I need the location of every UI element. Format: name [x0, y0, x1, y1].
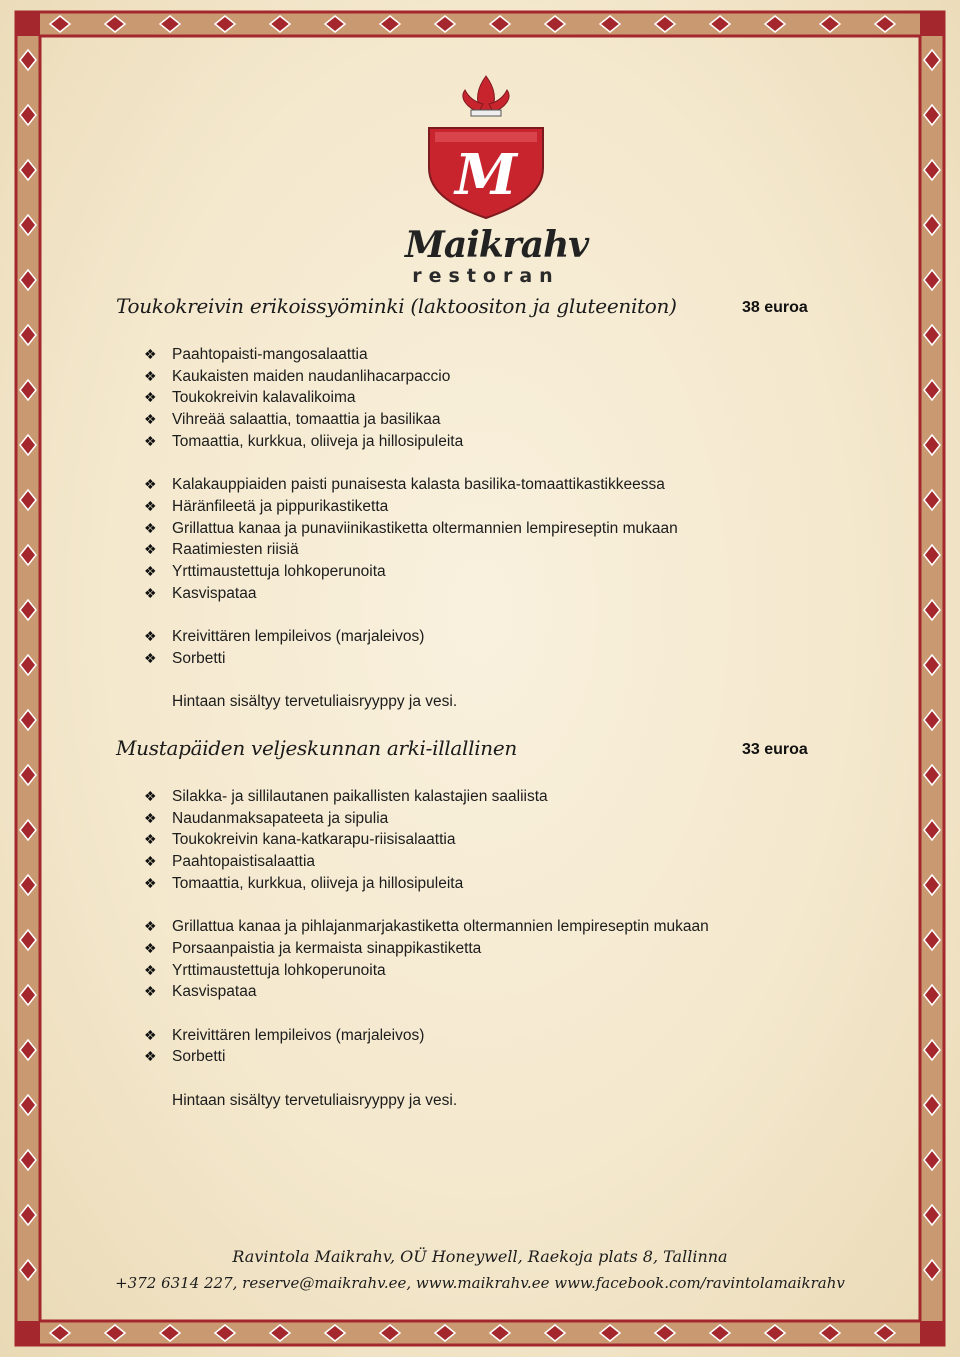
diamond-bullet-icon: ❖	[144, 563, 157, 579]
diamond-bullet-icon: ❖	[144, 788, 157, 804]
diamond-bullet-icon: ❖	[144, 1048, 157, 1065]
diamond-bullet-icon: ❖	[144, 497, 157, 514]
border-corner	[16, 12, 40, 36]
menu-item	[144, 1027, 424, 1045]
menu-item	[144, 498, 388, 516]
diamond-bullet-icon: ❖	[144, 367, 157, 384]
shield-emblem	[405, 72, 567, 222]
menu-item-label: Yrttimaustettuja lohkoperunoita	[172, 563, 386, 580]
menu-item-label: Kreivittären lempileivos (marjaleivos)	[172, 628, 425, 646]
menu-item-label: Tomaattia, kurkkua, oliiveja ja hillosipuleita	[172, 874, 464, 892]
menu-item-label: Kasvispataa	[172, 983, 257, 1001]
menu-item	[144, 433, 463, 451]
menu-item-label: Kasvispataa	[172, 584, 257, 602]
diamond-bullet-icon: ❖	[144, 584, 157, 601]
menu-item-label: Kreivittären lempileivos (marjaleivos)	[172, 1026, 425, 1044]
diamond-bullet-icon: ❖	[144, 628, 157, 645]
diamond-bullet-icon: ❖	[144, 649, 157, 666]
diamond-bullet-icon: ❖	[144, 874, 157, 891]
diamond-bullet-icon: ❖	[144, 918, 157, 935]
menu-item	[144, 411, 441, 429]
footer-address: Ravintola Maikrahv, OÜ Honeywell, Raekoja plats 8, Tallinna	[232, 1247, 728, 1266]
menu-item-label: Sorbetti	[172, 1048, 226, 1066]
footer-contacts: +372 6314 227, reserve@maikrahv.ee, www.maikrahv.ee www.facebook.com/ravintolamaikrahv	[115, 1274, 845, 1292]
diamond-bullet-icon: ❖	[144, 831, 157, 848]
border-corner	[16, 1321, 40, 1345]
menu-item	[144, 853, 315, 871]
diamond-bullet-icon: ❖	[144, 411, 157, 428]
logo-name: Maikrahv	[405, 224, 589, 266]
menu-item	[144, 983, 256, 1001]
menu-item	[144, 918, 709, 936]
menu-item-label: Kalakauppiaiden paisti punaisesta kalasta basilika-tomaattikastikkeessa	[172, 476, 665, 494]
diamond-bullet-icon: ❖	[144, 389, 157, 406]
diamond-bullet-icon: ❖	[144, 541, 157, 558]
menu-item-label: Toukokreivin kalavalikoima	[172, 389, 356, 407]
menu-item	[144, 650, 225, 668]
menu-item-label: Toukokreivin kana-katkarapu-riisisalaattia	[172, 831, 456, 849]
diamond-bullet-icon: ❖	[144, 519, 157, 536]
menu-item-label: Paahtopaistisalaattia	[172, 853, 316, 871]
diamond-bullet-icon: ❖	[144, 983, 157, 1000]
menu-item	[144, 810, 388, 828]
menu-item	[144, 368, 450, 386]
logo-subtitle: restoran	[412, 265, 560, 287]
section-note: Hintaan sisältyy tervetuliaisryyppy ja vesi.	[172, 693, 458, 711]
section-title: Mustapäiden veljeskunnan arki-illallinen	[116, 736, 517, 760]
menu-item-label: Naudanmaksapateeta ja sipulia	[172, 809, 389, 827]
menu-item	[144, 962, 386, 980]
section-price: 38 euroa	[742, 299, 808, 316]
menu-item	[144, 940, 481, 958]
menu-item-label: Häränfileetä ja pippurikastiketta	[172, 497, 389, 515]
diamond-bullet-icon: ❖	[144, 939, 157, 956]
menu-item	[144, 520, 678, 538]
diamond-bullet-icon: ❖	[144, 1026, 157, 1043]
menu-item-label: Tomaattia, kurkkua, oliiveja ja hillosipuleita	[172, 432, 464, 450]
menu-item	[144, 389, 356, 407]
section-note: Hintaan sisältyy tervetuliaisryyppy ja vesi.	[172, 1091, 458, 1109]
section-title: Toukokreivin erikoissyöminki (laktoositon ja gluteeniton)	[116, 294, 677, 318]
menu-item-label: Yrttimaustettuja lohkoperunoita	[172, 961, 386, 979]
menu-item	[144, 541, 299, 559]
section-price: 33 euroa	[742, 741, 808, 758]
menu-item-label: Vihreää salaattia, tomaattia ja basilikaa	[172, 411, 441, 429]
menu-item	[144, 563, 386, 581]
logo-monogram: M	[455, 142, 517, 208]
diamond-bullet-icon: ❖	[144, 961, 157, 978]
menu-item-label: Grillattua kanaa ja pihlajanmarjakastiketta oltermannien lempireseptin mukaan	[172, 918, 709, 936]
diamond-bullet-icon: ❖	[144, 476, 157, 493]
diamond-bullet-icon: ❖	[144, 853, 157, 870]
diamond-bullet-icon: ❖	[144, 432, 157, 449]
diamond-bullet-icon: ❖	[144, 809, 157, 826]
menu-item-label: Silakka- ja sillilautanen paikallisten kalastajien saaliista	[172, 788, 548, 805]
menu-item	[144, 346, 368, 364]
menu-item-label: Grillattua kanaa ja punaviinikastiketta oltermannien lempireseptin mukaan	[172, 519, 678, 537]
menu-item-label: Sorbetti	[172, 649, 226, 667]
menu-item-label: Porsaanpaistia ja kermaista sinappikastiketta	[172, 939, 482, 957]
menu-item	[144, 788, 548, 806]
menu-item-label: Paahtopaisti-mangosalaattia	[172, 346, 368, 363]
menu-item	[144, 831, 455, 849]
menu-item-label: Kaukaisten maiden naudanlihacarpaccio	[172, 367, 451, 385]
menu-item	[144, 585, 256, 603]
border-corner	[920, 12, 944, 36]
menu-item	[144, 628, 424, 646]
border-corner	[920, 1321, 944, 1345]
menu-item	[144, 1048, 225, 1066]
restaurant-logo	[405, 72, 589, 287]
diamond-bullet-icon: ❖	[144, 346, 157, 362]
menu-item	[144, 476, 665, 494]
menu-item-label: Raatimiesten riisiä	[172, 541, 299, 559]
menu-item	[144, 875, 463, 893]
